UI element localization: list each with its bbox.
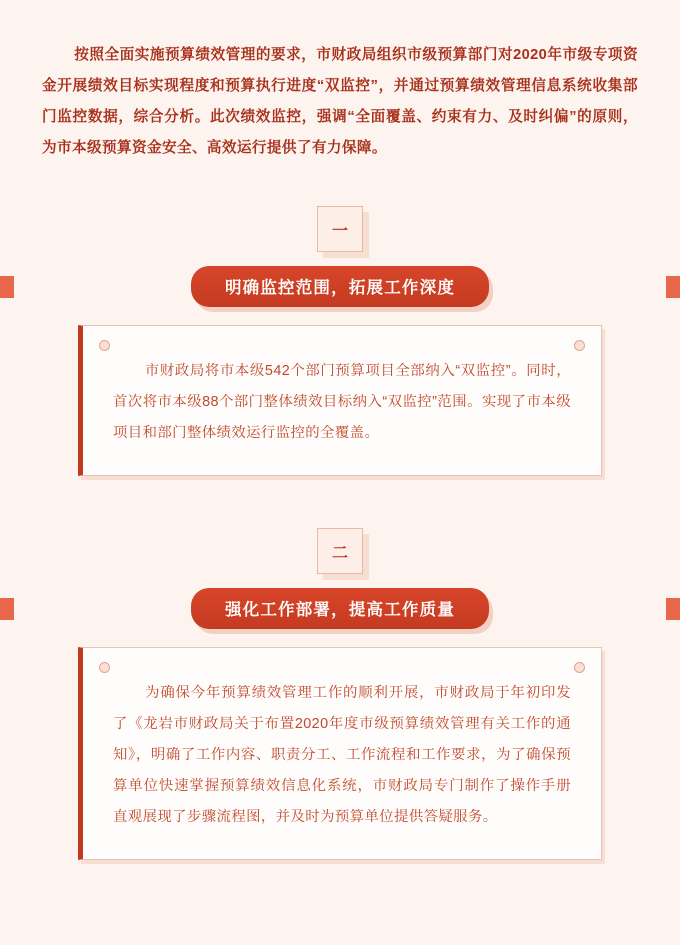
section-body-2: 为确保今年预算绩效管理工作的顺利开展，市财政局于年初印发了《龙岩市财政局关于布置2020年度市级预算绩效管理有关工作的通知》，明确了工作内容、职责分工、工作流程和工作要求，为了确保预算单位快速掌握预算绩效信息化系统，市财政局专门制作了操作手册直观展现了步骤流程图，并及时为预算单位提供答疑服务。: [113, 685, 571, 825]
section-card-2: [78, 647, 602, 860]
intro-text: 按照全面实施预算绩效管理的要求，市财政局组织市级预算部门对2020年市级专项资金开展绩效目标实现程度和预算执行进度“双监控”，并通过预算绩效管理信息系统收集部门监控数据，综合分析。此次绩效监控，强调“全面覆盖、约束有力、及时纠偏”的原则，为市本级预算资金安全、高效运行提供了有力保障。: [42, 47, 638, 156]
section-number-wrap-1: [0, 206, 680, 252]
section-number-badge-1: 一: [317, 206, 363, 252]
card-dot-left-icon-1: [99, 340, 110, 351]
ribbon-tail-left-icon-2: [0, 598, 14, 620]
section-number-wrap-2: [0, 528, 680, 574]
intro-paragraph: [42, 40, 638, 164]
section-body-wrap-2: [113, 678, 571, 833]
section-heading-wrap-1: [0, 266, 680, 307]
section-card-1: [78, 325, 602, 476]
section-heading-wrap-2: [0, 588, 680, 629]
ribbon-tail-left-icon-1: [0, 276, 14, 298]
section-heading-2: 强化工作部署，提高工作质量: [191, 588, 489, 629]
card-dot-right-icon-2: [574, 662, 585, 673]
ribbon-tail-right-icon-2: [666, 598, 680, 620]
section-body-1: 市财政局将市本级542个部门预算项目全部纳入“双监控”。同时，首次将市本级88个部门整体绩效目标纳入“双监控”范围。实现了市本级项目和部门整体绩效运行监控的全覆盖。: [113, 363, 571, 441]
section-number-badge-2: 二: [317, 528, 363, 574]
ribbon-tail-right-icon-1: [666, 276, 680, 298]
document-page: [0, 40, 680, 945]
section-block-1: [0, 206, 680, 476]
section-heading-1: 明确监控范围，拓展工作深度: [191, 266, 489, 307]
section-body-wrap-1: [113, 356, 571, 449]
card-dot-left-icon-2: [99, 662, 110, 673]
card-dot-right-icon-1: [574, 340, 585, 351]
section-block-2: [0, 528, 680, 860]
